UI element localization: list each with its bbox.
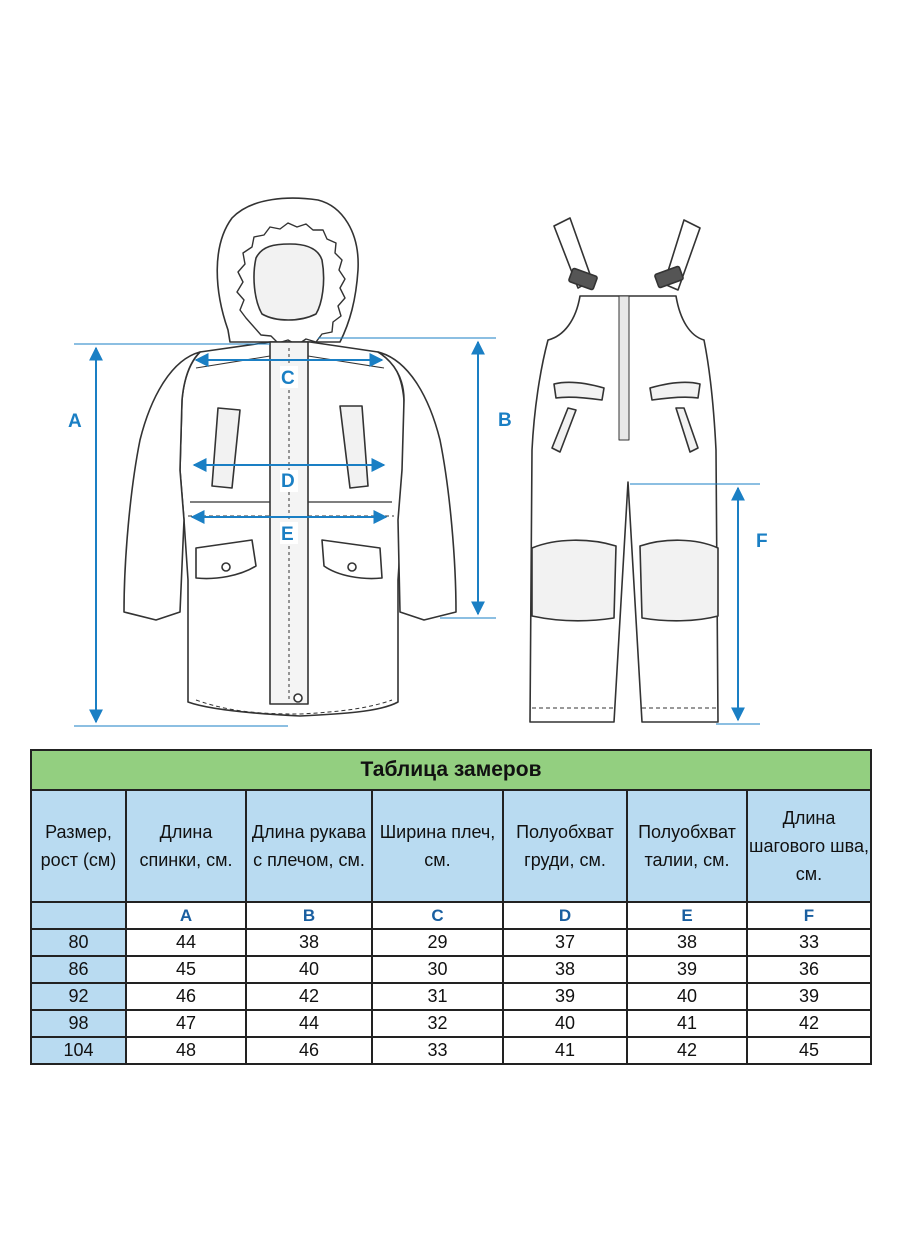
value-cell: 40 [503,1010,627,1037]
value-cell: 40 [246,956,372,983]
letter-cell-e: E [627,902,747,929]
value-cell: 38 [503,956,627,983]
value-cell: 33 [747,929,871,956]
value-cell: 46 [126,983,246,1010]
table-row [31,1010,871,1037]
value-cell: 41 [503,1037,627,1064]
value-cell: 31 [372,983,503,1010]
header-chest: Полуобхват груди, см. [503,790,627,902]
value-cell: 38 [246,929,372,956]
table-title-row [31,750,871,790]
size-cell: 80 [31,929,126,956]
table-row [31,956,871,983]
overalls-drawing [530,218,718,722]
size-cell: 104 [31,1037,126,1064]
value-cell: 42 [747,1010,871,1037]
header-size: Размер, рост (см) [31,790,126,902]
value-cell: 47 [126,1010,246,1037]
value-cell: 33 [372,1037,503,1064]
table-row [31,929,871,956]
value-cell: 30 [372,956,503,983]
header-waist: Полуобхват талии, см. [627,790,747,902]
table-title: Таблица замеров [31,750,871,790]
value-cell: 29 [372,929,503,956]
header-shoulder-width: Ширина плеч, см. [372,790,503,902]
dimension-b-label: B [498,410,512,431]
value-cell: 38 [627,929,747,956]
value-cell: 44 [126,929,246,956]
letter-cell-c: C [372,902,503,929]
value-cell: 46 [246,1037,372,1064]
value-cell: 39 [627,956,747,983]
size-cell: 86 [31,956,126,983]
header-sleeve-length: Длина рукава с плечом, см. [246,790,372,902]
letter-cell-a: A [126,902,246,929]
dimension-c-label: C [281,368,295,389]
value-cell: 39 [503,983,627,1010]
dimension-f-label: F [756,531,768,552]
value-cell: 39 [747,983,871,1010]
header-inseam: Длина шагового шва, см. [747,790,871,902]
value-cell: 45 [126,956,246,983]
parka-face-opening [254,244,324,320]
value-cell: 36 [747,956,871,983]
dimension-e-label: E [281,524,294,545]
dimension-d-label: D [281,471,295,492]
value-cell: 44 [246,1010,372,1037]
letter-cell-b: B [246,902,372,929]
value-cell: 41 [627,1010,747,1037]
value-cell: 40 [627,983,747,1010]
table-header-row [31,790,871,902]
parka-bottom-button [294,694,302,702]
parka-drawing [124,198,456,716]
header-back-length: Длина спинки, см. [126,790,246,902]
size-cell: 98 [31,1010,126,1037]
table-letter-row [31,902,871,929]
letter-cell-f: F [747,902,871,929]
value-cell: 37 [503,929,627,956]
value-cell: 48 [126,1037,246,1064]
size-table [30,749,872,1065]
overalls-left-buckle [568,268,597,290]
overalls-right-knee [640,540,718,621]
letter-cell-empty [31,902,126,929]
table-row [31,1037,871,1064]
value-cell: 42 [627,1037,747,1064]
dimension-a-label: A [68,411,82,432]
overalls-left-knee [532,540,616,621]
letter-cell-d: D [503,902,627,929]
size-cell: 92 [31,983,126,1010]
value-cell: 32 [372,1010,503,1037]
value-cell: 45 [747,1037,871,1064]
value-cell: 42 [246,983,372,1010]
overalls-zipper [619,296,629,440]
table-row [31,983,871,1010]
